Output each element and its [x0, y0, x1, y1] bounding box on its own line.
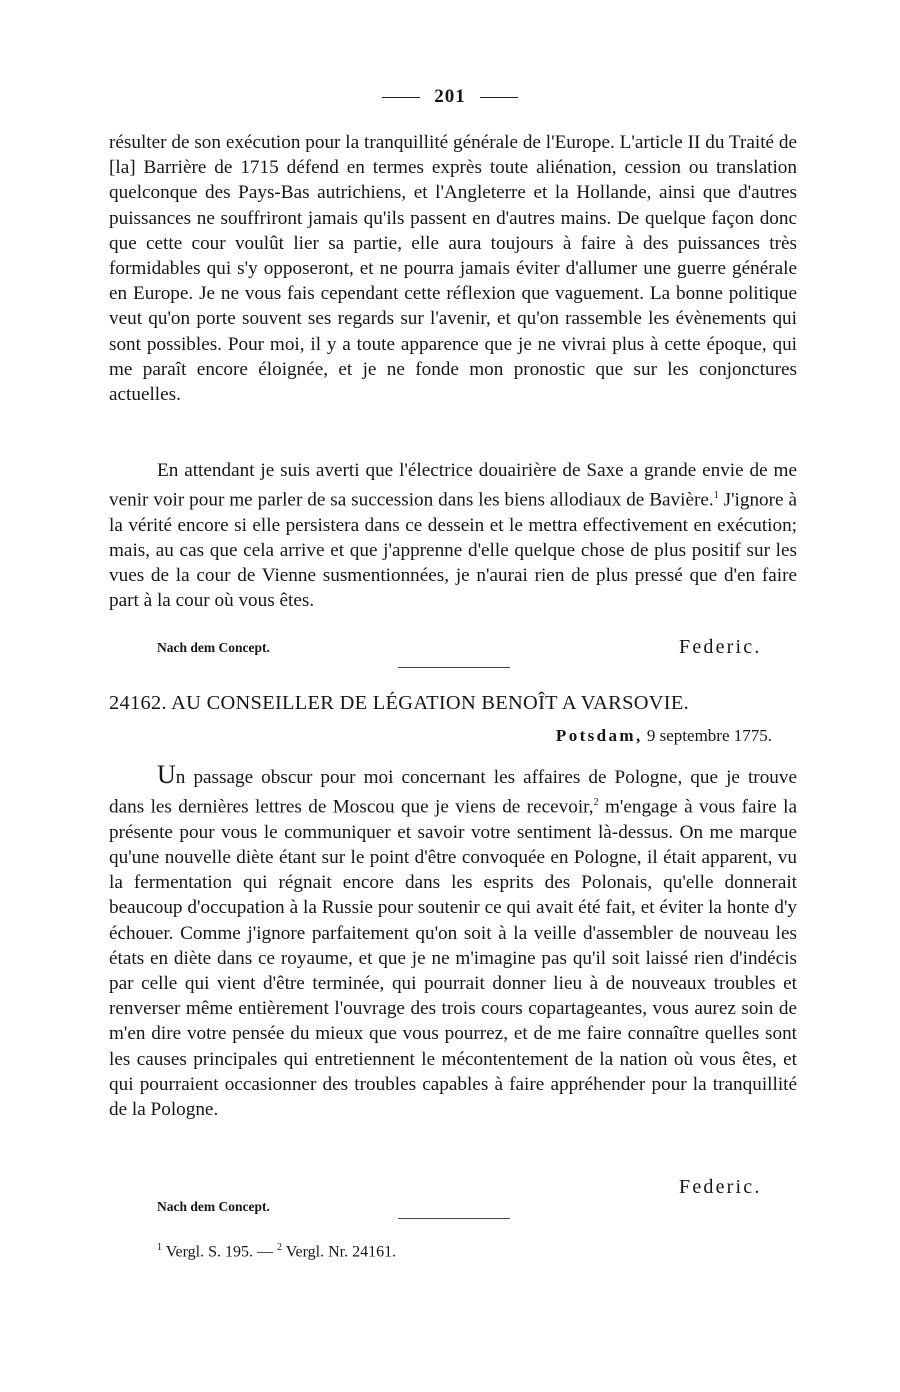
letter-place: Potsdam,	[555, 726, 643, 745]
separator-rule-2	[398, 1218, 510, 1219]
letter2-heading	[109, 692, 809, 715]
footnote-1-text: Vergl. S. 195. —	[162, 1243, 277, 1261]
letter-date: 9 septembre 1775.	[646, 726, 772, 745]
footnote-2-text: Vergl. Nr. 24161.	[281, 1243, 397, 1261]
footnote-2-mark: 2	[276, 1242, 282, 1253]
letter2-dateline	[556, 726, 772, 746]
letter1-continued-paragraph	[109, 130, 797, 407]
letter-number: 24162.	[109, 692, 167, 714]
letter2-body-text-a: n passage obscur pour moi concernant les affaires de Pologne, que je trouve dans les dernières lettres de Moscou que je viens de recevoir,	[109, 767, 797, 818]
header-dash-right	[480, 97, 518, 98]
separator-rule-1	[398, 667, 510, 668]
page-number: 201	[434, 86, 466, 107]
letter1-source-note: Nach dem Concept.	[157, 640, 270, 655]
footnote-1-mark: 1	[157, 1242, 162, 1253]
footnote-ref-1[interactable]: 1	[713, 490, 719, 502]
letter1-paragraph-2	[109, 458, 797, 614]
letter1-signature: Federic.	[679, 636, 762, 658]
letter1-second-paragraph	[109, 458, 797, 614]
letter2-body-text-b: m'engage à vous faire la présente pour vous le communiquer et savoir votre sentiment là-dessus. On me marque qu'une nouvelle diète étant sur le point d'être convoquée en Pologne, il était apparent, vu la fermentation qui régnait encore dans les esprits des Polonais, qu'elle donnerait beaucoup d'occupation à la Russie pour soutenir ce qui avait été fait, et éviter la honte d'y échouer. Comme j'ignore parfaitement qu'on soit à la veille d'assembler de nouveau les états en diète dans ce royaume, et que je ne m'imagine pas qu'il soit laissé rien d'indécis par celle qui vient d'être terminée, qui pourrait donner lieu à de nouveaux troubles et renverser même entièrement l'ouvrage des trois cours copartageantes, vous aurez soin de m'en dire votre pensée du mieux que vous pourrez, et de me faire connaître quelles sont les causes principales qui entretiennent le mécontentement de la nation où vous êtes, et qui pourraient occasionner des troubles capables à faire appréhender pour la tranquillité de la Pologne.	[109, 796, 798, 1121]
header-dash-left	[382, 97, 420, 98]
footnotes	[157, 1242, 396, 1261]
letter2-dropcap: U	[157, 760, 176, 789]
letter2-paragraph	[109, 762, 797, 1122]
letter2-body	[109, 762, 797, 1122]
footnote-ref-2[interactable]: 2	[593, 797, 599, 809]
letter1-paragraph-1: résulter de son exécution pour la tranquillité générale de l'Europe. L'article II du Traité de [la] Barrière de 1715 défend en termes exprès toute aliénation, cession ou translation quelconque des Pays-Bas autrichiens, et l'Angleterre et la Hollande, ainsi que d'autres puissances ne souffriront jamais qu'ils passent en d'autres mains. De quelque façon donc que cette cour voulût lier sa partie, elle aura toujours à faire à des puissances très formidables qui s'y opposeront, et ne pourra jamais éviter d'allumer une guerre générale en Europe. Je ne vous fais cependant cette réflexion que vaguement. La bonne politique veut qu'on porte souvent ses regards sur l'avenir, et qu'on rassemble les évènements qui sont possibles. Pour moi, il y a toute apparence que je ne vivrai plus à cette époque, qui me paraît encore éloignée, et je ne fonde mon pronostic que sur les conjonctures actuelles.	[109, 132, 797, 406]
letter2-signature: Federic.	[679, 1176, 762, 1198]
letter1-paragraph-2-text-b: J'ignore à la vérité encore si elle persistera dans ce dessein et le mettra effectivement en exécution; mais, au cas que cela arrive et que j'apprenne d'elle quelque chose de plus positif sur les vues de la cour de Vienne susmentionnées, je n'aurai rien de plus pressé que d'en faire part à la cour où vous êtes.	[109, 489, 797, 612]
letter-title: AU CONSEILLER DE LÉGATION BENOÎT A VARSOVIE.	[171, 692, 690, 714]
page-header	[0, 86, 900, 108]
letter1-paragraph-2-text-a: En attendant je suis averti que l'électrice douairière de Saxe a grande envie de me venir voir pour me parler de sa succession dans les biens allodiaux de Bavière.	[109, 460, 797, 511]
letter2-source-note: Nach dem Concept.	[157, 1199, 270, 1214]
